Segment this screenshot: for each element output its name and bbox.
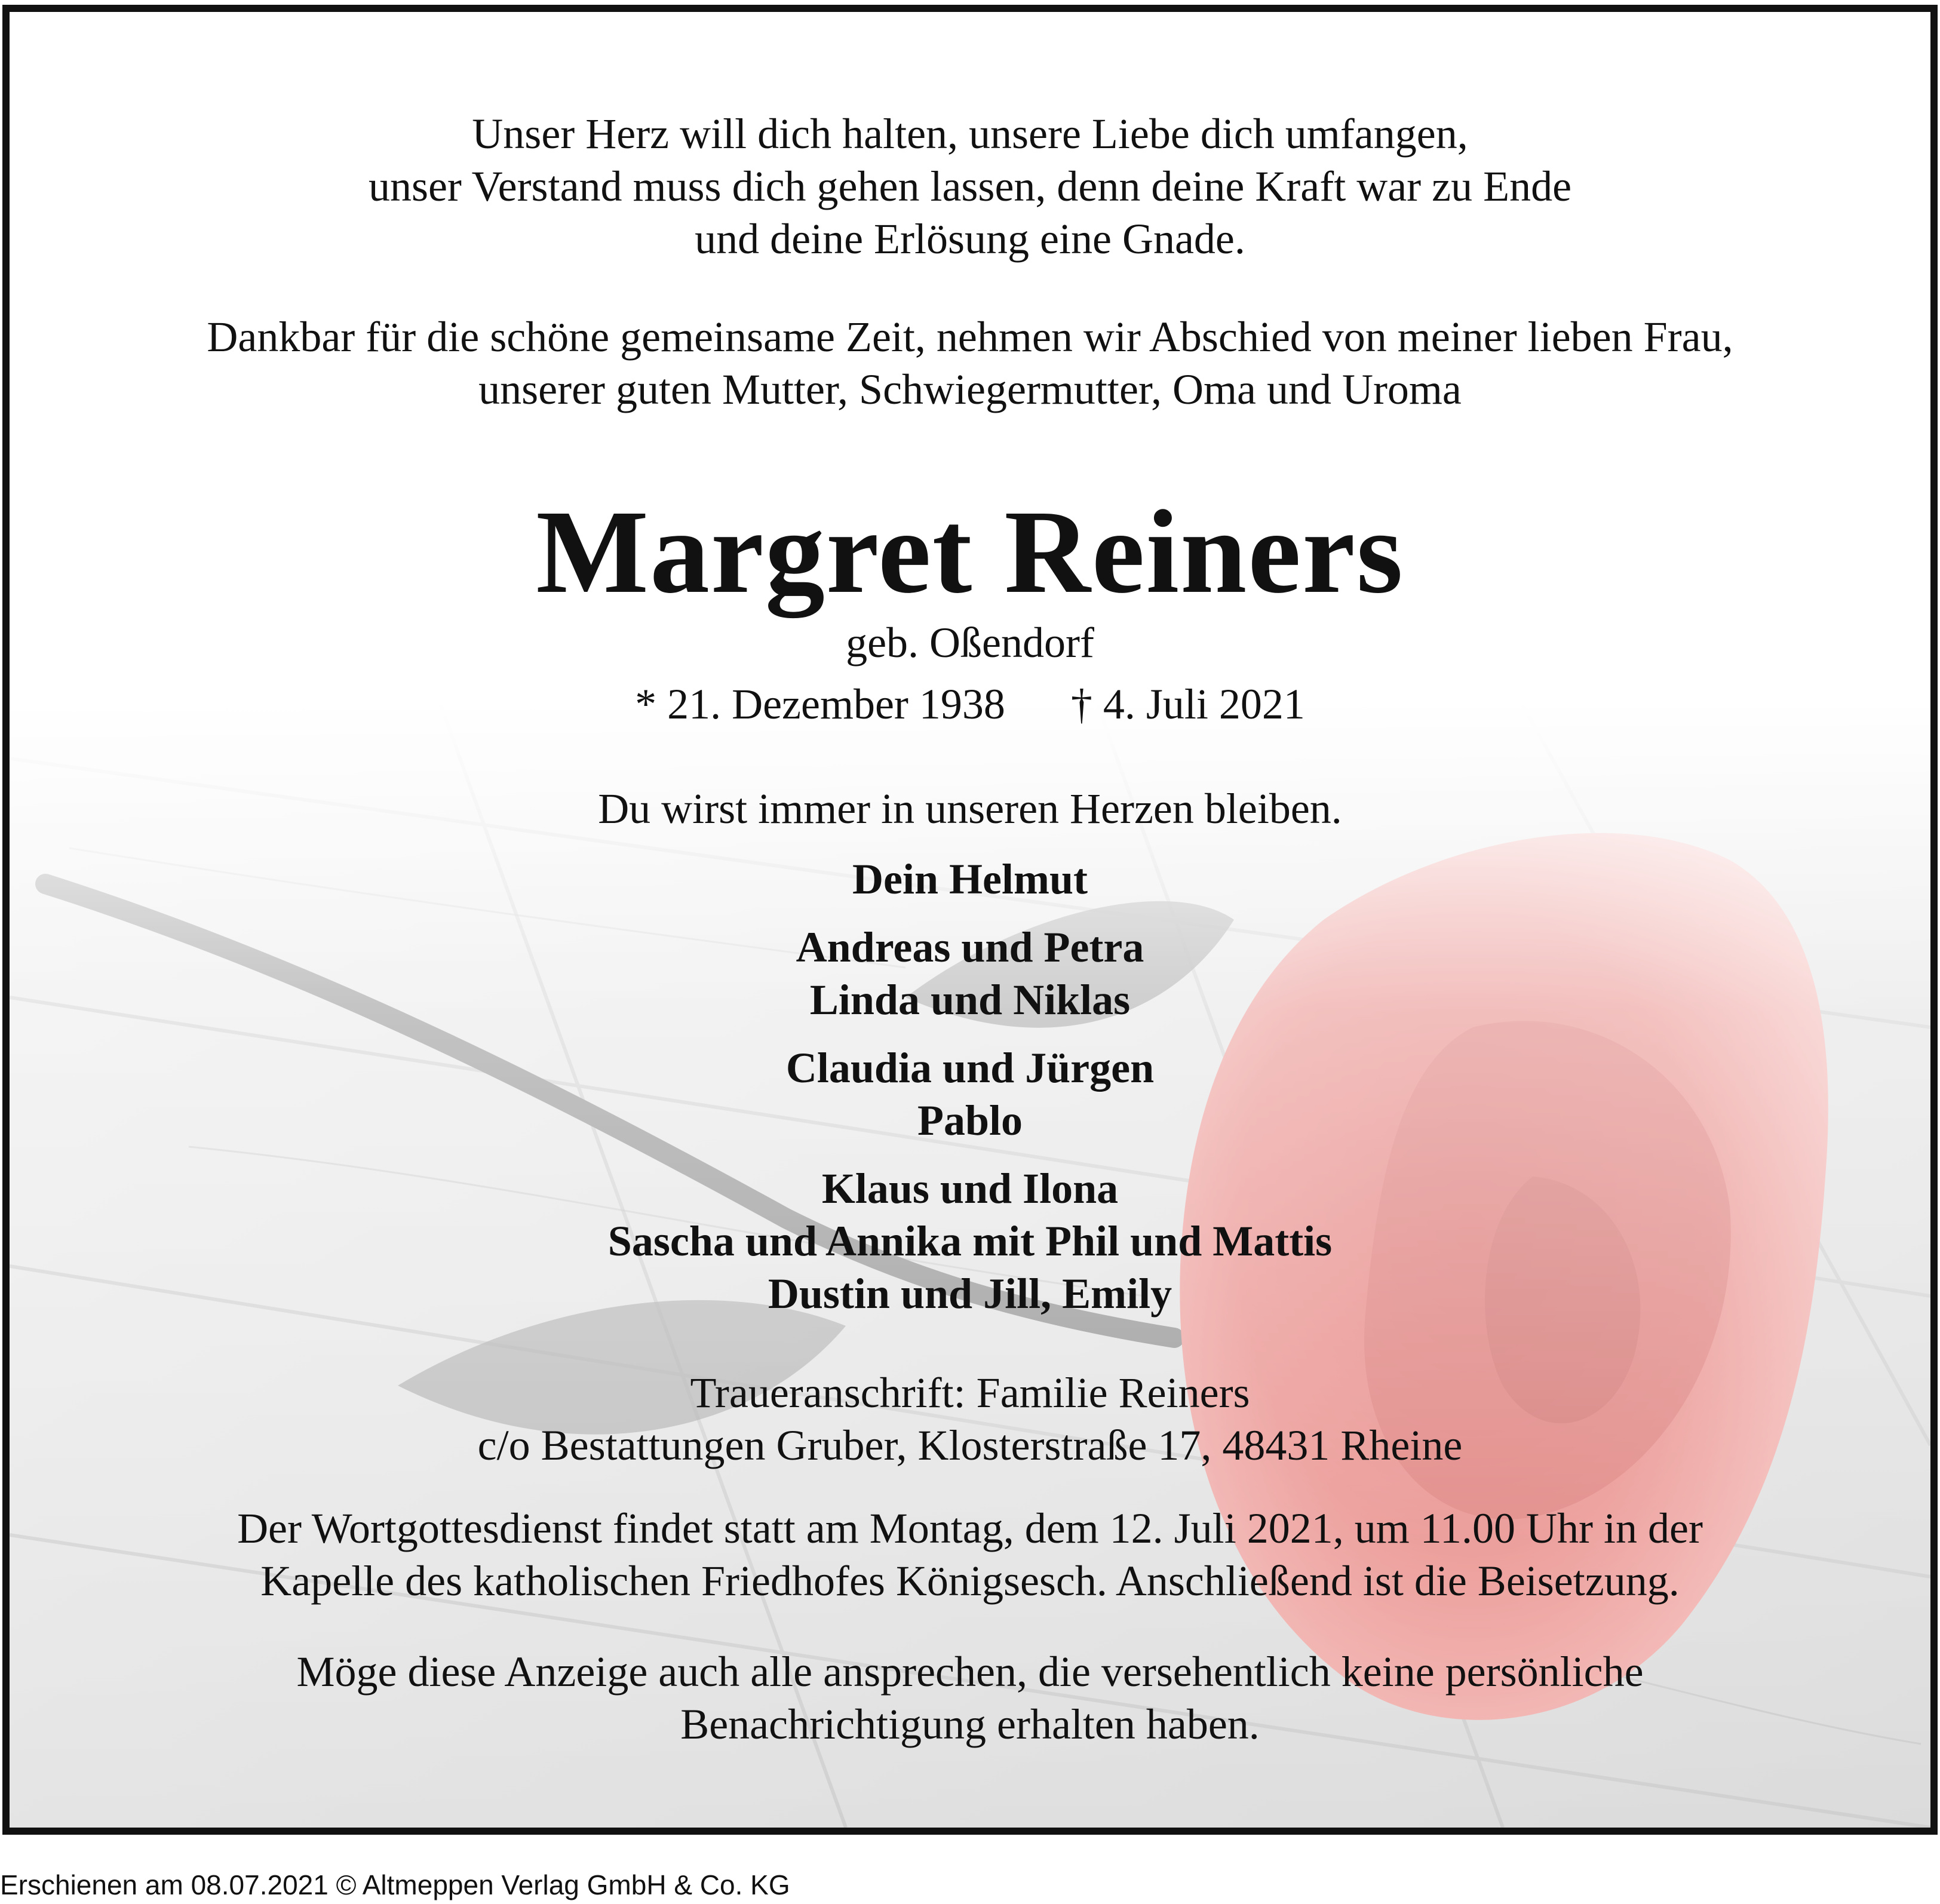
maiden-name: geb. Oßendorf xyxy=(846,619,1094,667)
closing-line: Möge diese Anzeige auch alle ansprechen, die versehentlich keine persönliche xyxy=(296,1648,1644,1696)
deceased-name: Margret Reiners xyxy=(536,486,1404,618)
verse-line: und deine Erlösung eine Gnade. xyxy=(695,215,1245,263)
service-line: Kapelle des katholischen Friedhofes Königsesch. Anschließend ist die Beisetzung. xyxy=(260,1557,1680,1605)
publication-credit: Erschienen am 08.07.2021 © Altmeppen Verlag GmbH & Co. KG xyxy=(0,1869,790,1900)
family-member: Linda und Niklas xyxy=(809,976,1131,1024)
family-group xyxy=(10,1162,1930,1320)
family-member: Claudia und Jürgen xyxy=(785,1044,1155,1092)
intro-line: unserer guten Mutter, Schwiegermutter, Oma und Uroma xyxy=(478,366,1462,413)
farewell-intro xyxy=(10,311,1930,416)
closing-note xyxy=(10,1645,1930,1751)
service-line: Der Wortgottesdienst findet statt am Montag, dem 12. Juli 2021, um 11.00 Uhr in der xyxy=(237,1504,1703,1552)
family-member: Andreas und Petra xyxy=(796,923,1144,971)
notice-content xyxy=(10,12,1930,1828)
address-line: Traueranschrift: Familie Reiners xyxy=(690,1369,1250,1417)
family-member: Dein Helmut xyxy=(852,855,1088,903)
farewell-message: Du wirst immer in unseren Herzen bleiben. xyxy=(598,785,1342,833)
mourning-address xyxy=(10,1366,1930,1472)
family-group xyxy=(10,921,1930,1026)
obituary-notice xyxy=(2,5,1938,1835)
address-line: c/o Bestattungen Gruber, Klosterstraße 17, 48431 Rheine xyxy=(477,1421,1463,1469)
verse-line: unser Verstand muss dich gehen lassen, denn deine Kraft war zu Ende xyxy=(368,162,1572,210)
life-dates xyxy=(10,678,1930,730)
family-member: Dustin und Jill, Emily xyxy=(768,1270,1172,1318)
closing-line: Benachrichtigung erhalten haben. xyxy=(680,1700,1260,1748)
intro-line: Dankbar für die schöne gemeinsame Zeit, nehmen wir Abschied von meiner lieben Frau, xyxy=(207,313,1733,361)
death-date: † 4. Juli 2021 xyxy=(1070,680,1305,728)
family-group xyxy=(10,1042,1930,1147)
family-list xyxy=(10,853,1930,1335)
family-member: Pablo xyxy=(917,1097,1023,1144)
family-group xyxy=(10,853,1930,905)
family-member: Sascha und Annika mit Phil und Mattis xyxy=(607,1217,1333,1265)
service-info xyxy=(10,1502,1930,1607)
opening-verse xyxy=(10,108,1930,265)
family-member: Klaus und Ilona xyxy=(821,1165,1119,1212)
birth-date: * 21. Dezember 1938 xyxy=(635,680,1005,728)
verse-line: Unser Herz will dich halten, unsere Liebe dich umfangen, xyxy=(472,110,1468,158)
